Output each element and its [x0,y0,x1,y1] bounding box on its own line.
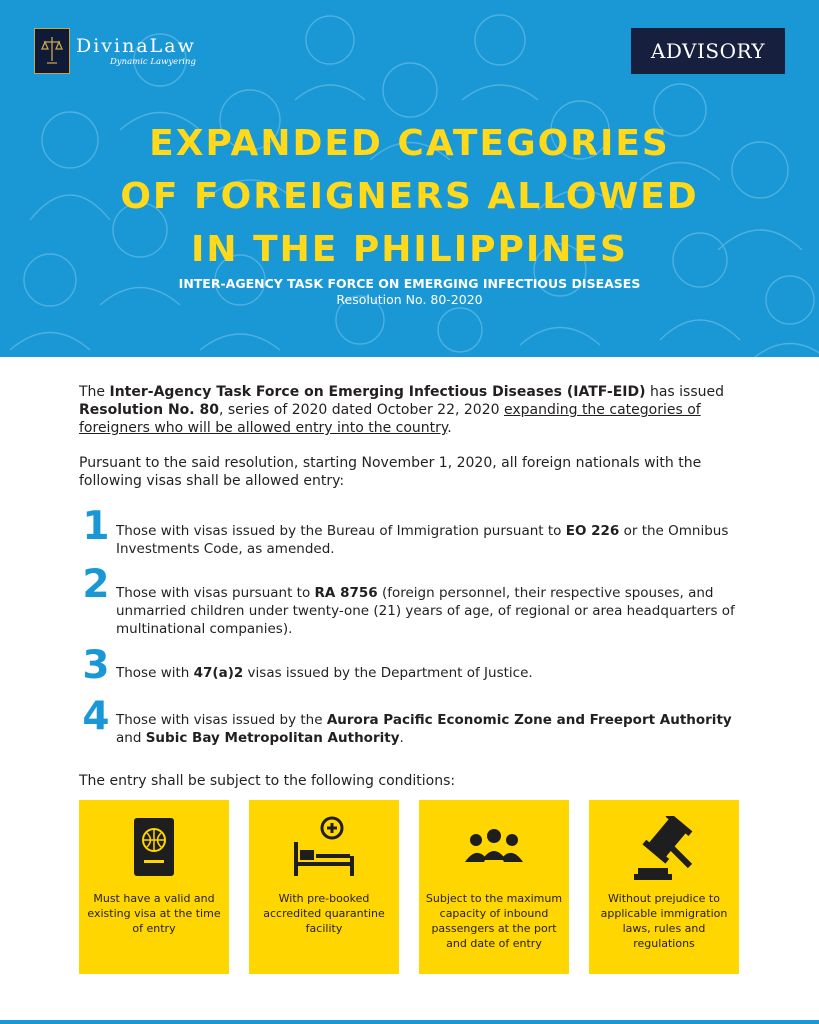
advisory-badge: ADVISORY [631,28,785,74]
condition-text: Subject to the maximum capacity of inbound passengers at the port and date of entry [425,892,563,950]
intro-paragraph-2: Pursuant to the said resolution, starting November 1, 2020, all foreign nationals with the following visas shall be allowed entry: [79,455,702,489]
hospital-bed-icon [249,816,399,886]
condition-card [419,800,569,974]
footer-divider [0,1020,819,1024]
conditions-label: The entry shall be subject to the following conditions: [79,773,456,789]
hero-banner [0,0,819,357]
item-text: Those with 47(a)2 visas issued by the Department of Justice. [116,665,533,681]
condition-text: Without prejudice to applicable immigration laws, rules and regulations [600,892,728,950]
scales-of-justice-icon [34,28,70,74]
subtitle [0,276,819,308]
gavel-icon [589,816,739,886]
condition-text: Must have a valid and existing visa at the time of entry [87,892,221,935]
title-line-1: EXPANDED CATEGORIES [149,123,670,164]
item-number: 2 [82,562,110,607]
intro-text [79,383,749,507]
subtitle-main: INTER-AGENCY TASK FORCE ON EMERGING INFECTIOUS DISEASES [178,276,641,291]
title-line-3: IN THE PHILIPPINES [191,229,628,270]
page-title [0,117,819,276]
item-number: 4 [82,694,110,739]
item-number: 1 [82,504,110,549]
brand-tagline: Dynamic Lawyering [109,56,196,67]
condition-card [249,800,399,974]
people-group-icon [419,816,569,886]
intro-highlight-link: expanding the categories of foreigners who will be allowed entry into the country [79,402,701,436]
brand-name: DivinaLaw [76,34,196,57]
item-text: Those with visas issued by the Bureau of Immigration pursuant to EO 226 or the Omnibus Investments Code, as amended. [116,523,729,557]
item-number: 3 [82,643,110,688]
condition-text: With pre-booked accredited quarantine facility [263,892,385,935]
item-text: Those with visas issued by the Aurora Pacific Economic Zone and Freeport Authority and Subic Bay Metropolitan Authority. [116,712,732,746]
condition-card [79,800,229,974]
intro-paragraph-1: The Inter-Agency Task Force on Emerging Infectious Diseases (IATF-EID) has issued Resolution No. 80, series of 2020 dated October 22, 2020 expanding the categories of foreigners who will be allowed entry into the country. [79,384,724,436]
brand-logo[interactable] [34,28,196,74]
condition-card [589,800,739,974]
passport-icon [79,816,229,886]
item-text: Those with visas pursuant to RA 8756 (foreign personnel, their respective spouses, and unmarried children under twenty-one (21) years of age, of regional or area headquarters of multinational companies). [116,585,735,637]
title-line-2: OF FOREIGNERS ALLOWED [120,176,699,217]
subtitle-resolution: Resolution No. 80-2020 [336,292,483,307]
